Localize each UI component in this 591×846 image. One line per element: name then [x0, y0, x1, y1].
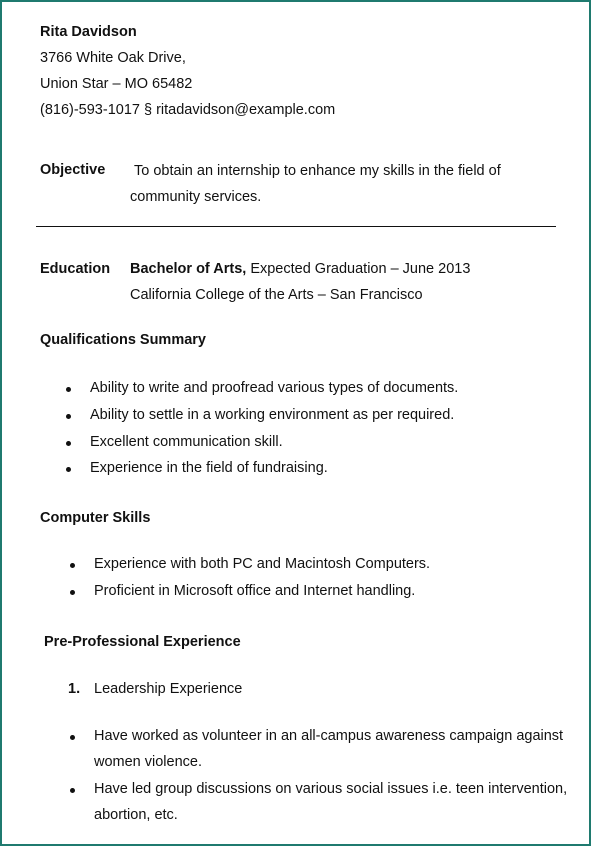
bullet-icon [70, 788, 75, 793]
objective-line-1: To obtain an internship to enhance my skills in the field of [134, 163, 501, 179]
phone-email: (816)-593-1017 § ritadavidson@example.com [40, 102, 336, 118]
experience-subheading: Leadership Experience [94, 681, 243, 697]
bullet-icon [66, 467, 71, 472]
numbered-marker: 1. [68, 681, 81, 697]
experience-item-line-2: abortion, etc. [94, 807, 178, 823]
degree: Bachelor of Arts, [130, 261, 247, 277]
education-heading: Education [40, 261, 111, 277]
bullet-icon [66, 387, 71, 392]
bullet-icon [70, 590, 75, 595]
qualification-item: Ability to write and proofread various types of documents. [90, 380, 459, 396]
education-degree-line [130, 261, 470, 277]
bullet-icon [66, 414, 71, 419]
address-line-1: 3766 White Oak Drive, [40, 50, 186, 66]
qualification-item: Experience in the field of fundraising. [90, 460, 328, 476]
experience-heading: Pre-Professional Experience [44, 634, 241, 650]
bullet-icon [70, 735, 75, 740]
school: California College of the Arts – San Francisco [130, 287, 423, 303]
applicant-name: Rita Davidson [40, 24, 137, 40]
experience-item-line-1: Have worked as volunteer in an all-campus awareness campaign against [94, 728, 564, 744]
objective-line-2: community services. [130, 189, 262, 205]
address-line-2: Union Star – MO 65482 [40, 76, 193, 92]
computer-skill-item: Experience with both PC and Macintosh Computers. [94, 556, 431, 572]
experience-item-line-2: women violence. [94, 754, 202, 770]
bullet-icon [66, 441, 71, 446]
qualification-item: Ability to settle in a working environment as per required. [90, 407, 455, 423]
qualifications-heading: Qualifications Summary [40, 332, 206, 348]
bullet-icon [70, 563, 75, 568]
computer-skill-item: Proficient in Microsoft office and Internet handling. [94, 583, 416, 599]
expected-graduation: Expected Graduation – June 2013 [246, 261, 471, 277]
section-divider [36, 226, 556, 227]
qualification-item: Excellent communication skill. [90, 434, 283, 450]
computer-skills-heading: Computer Skills [40, 510, 151, 526]
objective-heading: Objective [40, 162, 106, 178]
experience-item-line-1: Have led group discussions on various social issues i.e. teen intervention, [94, 781, 568, 797]
